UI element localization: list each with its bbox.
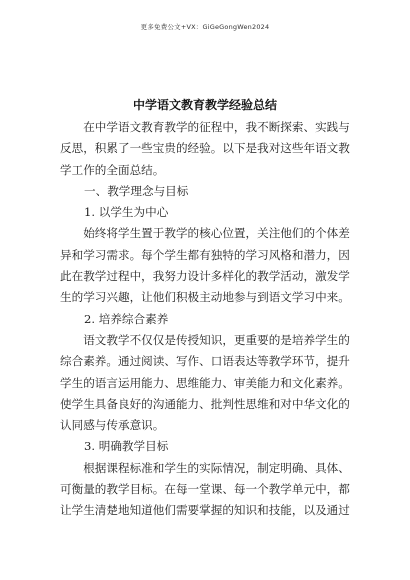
text-line: 可衡量的教学目标。在每一堂课、每一个教学单元中，都 — [60, 482, 350, 497]
text-line: 学工作的全面总结。 — [60, 162, 165, 177]
body-paragraph — [60, 458, 352, 522]
subsection-heading: 3. 明确教学目标 — [84, 439, 169, 454]
intro-paragraph — [60, 117, 352, 181]
header-note: 更多免费公文+VX：GiGeGongWen2024 — [140, 23, 270, 31]
text-line: 根据课程标准和学生的实际情况，制定明确、具体、 — [60, 460, 350, 475]
body-paragraph — [60, 223, 352, 308]
text-line: 异和学习需求。每个学生都有独特的学习风格和潜力，因 — [60, 247, 350, 262]
text-line: 此在教学过程中，我努力设计多样化的教学活动，激发学 — [60, 269, 350, 284]
document-body — [60, 117, 352, 522]
subsection-heading: 2. 培养综合素养 — [84, 311, 169, 326]
text-line: 语文教学不仅仅是传授知识，更重要的是培养学生的 — [60, 332, 350, 347]
text-line: 让学生清楚地知道他们需要掌握的知识和技能，以及通过 — [60, 503, 350, 518]
document-title: 中学语文教育教学经验总结 — [132, 98, 277, 112]
section-heading: 一、教学理念与目标 — [84, 183, 189, 198]
text-line: 学生的语言运用能力、思维能力、审美能力和文化素养。 — [60, 375, 350, 390]
text-line: 综合素养。通过阅读、写作、口语表达等教学环节，提升 — [60, 354, 350, 369]
text-line: 认同感与传承意识。 — [60, 418, 165, 433]
text-line: 在中学语文教育教学的征程中，我不断探索、实践与 — [60, 120, 350, 134]
subsection-heading: 1. 以学生为中心 — [84, 205, 169, 220]
text-line: 生的学习兴趣，让他们积极主动地参与到语文学习中来。 — [60, 290, 350, 305]
text-line: 使学生具备良好的沟通能力、批判性思维和对中华文化的 — [60, 396, 350, 411]
text-line: 始终将学生置于教学的核心位置，关注他们的个体差 — [60, 226, 350, 241]
text-line: 反思，积累了一些宝贵的经验。以下是我对这些年语文教 — [60, 141, 350, 156]
body-paragraph — [60, 330, 352, 436]
